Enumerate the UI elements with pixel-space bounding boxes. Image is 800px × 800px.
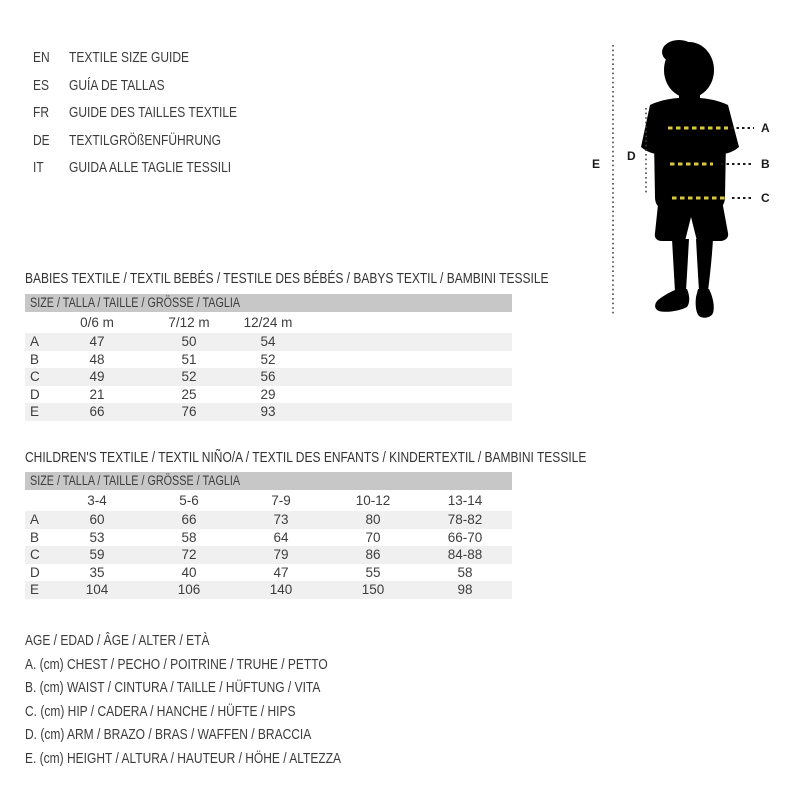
table-row: [25, 403, 512, 421]
measure-label-e: E: [592, 157, 601, 171]
language-row-de: [33, 127, 237, 155]
cell: 140: [269, 582, 293, 597]
legend-line-arm: [25, 723, 420, 747]
row-label: D: [30, 564, 40, 580]
legend-line-chest: [25, 653, 420, 677]
table-row: [25, 511, 512, 529]
babies-section-title: [25, 270, 679, 288]
measure-label-d: D: [627, 149, 636, 163]
cell: 29: [260, 386, 276, 402]
row-label: C: [30, 369, 40, 384]
legend-text: C. (cm) HIP / CADERA / HANCHE / HÜFTE / HIPS: [25, 702, 296, 720]
language-code: EN: [33, 49, 50, 66]
cell: 54: [260, 334, 276, 349]
cell: 47: [89, 334, 105, 349]
cell: 49: [89, 369, 105, 384]
cell: 52: [260, 351, 276, 367]
table-row: [25, 351, 512, 369]
cell: 73: [273, 512, 289, 527]
cell: 76: [181, 404, 197, 419]
language-code: FR: [33, 104, 49, 121]
row-label: A: [30, 512, 40, 527]
table-row: [25, 529, 512, 547]
language-row-en: [33, 44, 237, 72]
children-section-title: [25, 449, 727, 467]
table-row: [25, 368, 512, 386]
language-title: TEXTILGRÖßENFÜHRUNG: [69, 131, 222, 149]
legend-line-hip: [25, 700, 420, 724]
row-label: E: [30, 404, 40, 419]
cell: 52: [181, 369, 197, 384]
cell: 86: [365, 547, 381, 562]
cell: 78-82: [447, 512, 483, 527]
cell: 66: [89, 404, 105, 419]
column-header: 0/6 m: [80, 315, 114, 330]
language-title: GUIDE DES TAILLES TEXTILE: [69, 104, 238, 121]
cell: 79: [273, 547, 289, 562]
cell: 72: [181, 547, 197, 562]
legend-line-height: [25, 747, 420, 771]
legend-text: D. (cm) ARM / BRAZO / BRAS / WAFFEN / BRACCIA: [25, 726, 312, 743]
measure-label-b: B: [761, 157, 770, 171]
legend-text: A. (cm) CHEST / PECHO / POITRINE / TRUHE / PETTO: [25, 655, 328, 673]
cell: 51: [181, 351, 197, 367]
cell: 58: [457, 564, 473, 580]
cell: 40: [181, 564, 197, 580]
language-title: GUÍA DE TALLAS: [69, 76, 165, 94]
measure-label-c: C: [761, 191, 770, 205]
cell: 56: [260, 369, 276, 384]
language-code: IT: [33, 159, 44, 176]
cell: 53: [89, 529, 105, 545]
table-row: [25, 546, 512, 564]
cell: 60: [89, 512, 105, 527]
legend-text: E. (cm) HEIGHT / ALTURA / HAUTEUR / HÖHE / ALTEZZA: [25, 749, 342, 767]
column-header-row: [25, 490, 512, 511]
children-section-title-text: CHILDREN'S TEXTILE / TEXTIL NIÑO/A / TEXTIL DES ENFANTS / KINDERTEXTIL / BAMBINI TESSILE: [25, 449, 587, 466]
measurement-legend: [25, 629, 420, 770]
cell: 93: [260, 404, 276, 419]
table-row: [25, 333, 512, 351]
cell: 58: [181, 529, 197, 545]
legend-text: B. (cm) WAIST / CINTURA / TAILLE / HÜFTUNG / VITA: [25, 679, 321, 696]
babies-section-title-text: BABIES TEXTILE / TEXTIL BEBÉS / TESTILE DES BÉBÉS / BABYS TEXTIL / BAMBINI TESSILE: [25, 270, 549, 287]
size-header-text: SIZE / TALLA / TAILLE / GRÖSSE / TAGLIA: [30, 473, 241, 488]
cell: 98: [457, 582, 473, 597]
legend-line-waist: [25, 676, 420, 700]
row-label: B: [30, 351, 40, 367]
cell: 66: [181, 512, 197, 527]
size-header-bar: [25, 472, 512, 490]
cell: 70: [365, 529, 381, 545]
language-title: TEXTILE SIZE GUIDE: [69, 49, 190, 66]
row-label: B: [30, 529, 40, 545]
language-code: DE: [33, 131, 50, 149]
language-row-it: [33, 154, 237, 182]
row-label: D: [30, 386, 40, 402]
cell: 150: [361, 582, 385, 597]
corner-cell: [25, 490, 51, 511]
column-header: 7-9: [271, 493, 291, 508]
column-header: 5-6: [179, 493, 199, 508]
table-row: [25, 581, 512, 599]
cell: 35: [89, 564, 105, 580]
size-header-text: SIZE / TALLA / TAILLE / GRÖSSE / TAGLIA: [30, 295, 241, 310]
column-header: 7/12 m: [168, 315, 210, 330]
cell: 80: [365, 512, 381, 527]
table-row: [25, 564, 512, 582]
cell: 47: [273, 564, 289, 580]
legend-line-age: [25, 629, 420, 653]
cell: 55: [365, 564, 381, 580]
size-header-bar: [25, 294, 512, 312]
cell: 104: [85, 582, 109, 597]
language-list: [33, 44, 288, 182]
cell: 25: [181, 386, 197, 402]
column-header: 12/24 m: [243, 315, 293, 330]
cell: 66-70: [447, 529, 483, 545]
cell: 59: [89, 547, 105, 562]
measure-label-a: A: [761, 121, 770, 135]
cell: 64: [273, 529, 289, 545]
cell: 48: [89, 351, 105, 367]
corner-cell: [25, 312, 51, 333]
row-label: A: [30, 334, 40, 349]
row-label: C: [30, 547, 40, 562]
cell: 84-88: [447, 547, 483, 562]
row-label: E: [30, 582, 40, 597]
column-header: 13-14: [447, 493, 483, 508]
table-row: [25, 386, 512, 404]
column-header: 3-4: [87, 493, 107, 508]
language-row-es: [33, 72, 237, 100]
cell: 106: [177, 582, 201, 597]
language-row-fr: [33, 99, 237, 127]
cell: 50: [181, 334, 197, 349]
legend-text: AGE / EDAD / ÂGE / ALTER / ETÀ: [25, 632, 210, 649]
column-header-row: [25, 312, 512, 333]
children-size-table: [25, 472, 512, 599]
cell: 21: [89, 386, 105, 402]
column-header: 10-12: [355, 493, 391, 508]
language-title: GUIDA ALLE TAGLIE TESSILI: [69, 159, 232, 176]
babies-size-table: [25, 294, 512, 421]
language-code: ES: [33, 76, 50, 94]
